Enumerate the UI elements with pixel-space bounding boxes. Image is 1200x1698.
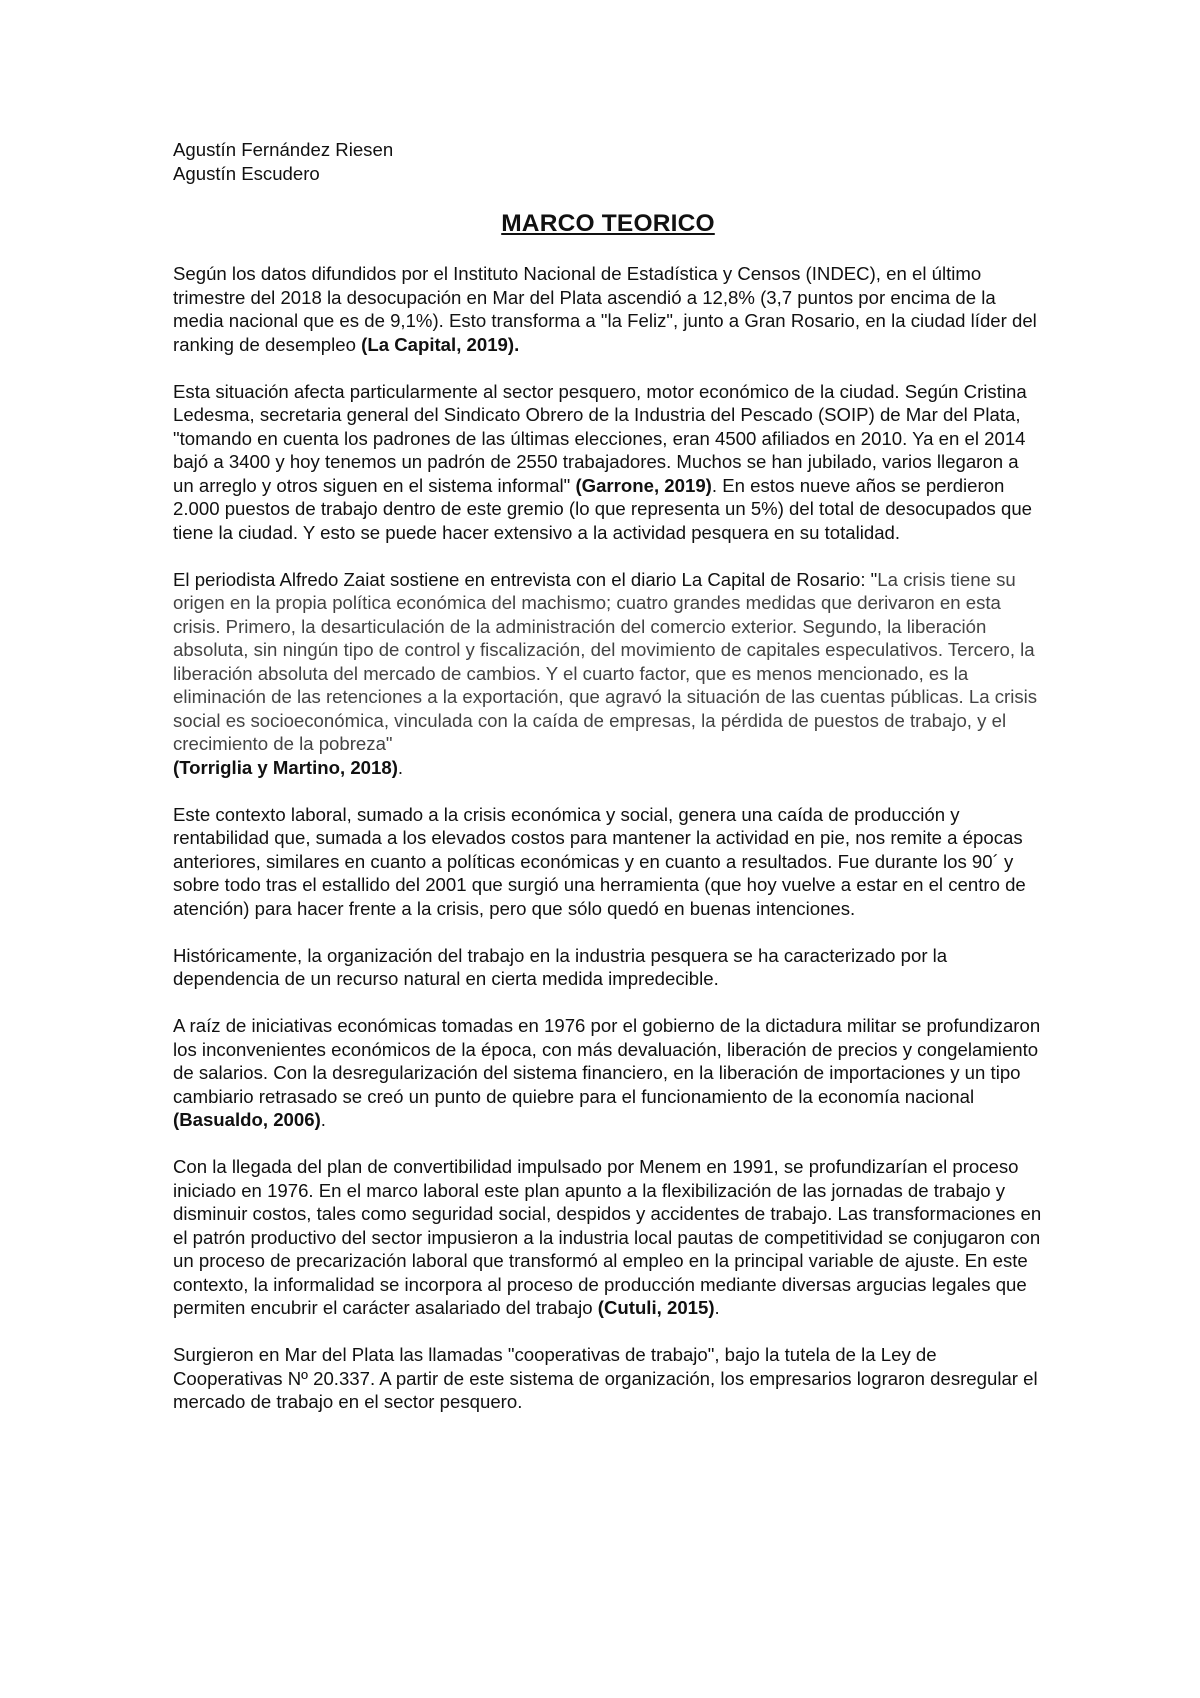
paragraph-cooperativas (173, 1343, 1043, 1414)
paragraph-indec (173, 262, 1043, 356)
citation: (Cutuli, 2015) (597, 1297, 715, 1318)
paragraph-text: Históricamente, la organización del trabajo en la industria pesquera se ha caracterizado por la dependencia de un recurso natural en cierta medida impredecible. (173, 944, 948, 989)
author-list (173, 138, 1043, 185)
paragraph-history (173, 944, 1043, 991)
citation: (Basualdo, 2006) (173, 1109, 321, 1130)
author-name: Agustín Escudero (173, 162, 320, 184)
paragraph-text: . (320, 1109, 326, 1130)
citation: (Torriglia y Martino, 2018) (173, 756, 398, 778)
paragraph-text: Con la llegada del plan de convertibilidad impulsado por Menem en 1991, se profundizarían el proceso iniciado en 1976. En el marco laboral este plan apunto a la flexibilización de las jornadas de trabajo y disminuir costos, tales como seguridad social, despidos y accidentes de trabajo. Las transformaciones en el patrón productivo del sector impusieron a la industria local pautas de competitividad se conjugaron con un proceso de precarización laboral que transformó al empleo en la principal variable de ajuste. En este contexto, la informalidad se incorpora al proceso de producción mediante diversas argucias legales que permiten encubrir el carácter asalariado del trabajo (173, 1156, 1042, 1318)
paragraph-text: . En estos nueve años se perdieron 2.000 puestos de trabajo dentro de este gremio (lo que representa un 5%) del total de desocupados que tiene la ciudad. Y esto se puede hacer extensivo a la actividad pesquera en su totalidad. (173, 474, 1032, 543)
citation: (La Capital, 2019). (361, 333, 520, 355)
paragraph-context (173, 803, 1043, 921)
paragraph-zaiat (173, 568, 1043, 780)
paragraph-soip (173, 380, 1043, 545)
document-title: MARCO TEORICO (501, 210, 715, 237)
paragraph-text: . (714, 1297, 720, 1318)
paragraph-text: Según los datos difundidos por el Instituto Nacional de Estadística y Censos (INDEC), en el último trimestre del 2018 la desocupación en Mar del Plata ascendió a 12,8% (3,7 puntos por encima de la media nacional que es de 9,1%). Esto transforma a "la Feliz", junto a Gran Rosario, en la ciudad líder del ranking de desempleo (173, 263, 1037, 355)
paragraph-1976 (173, 1014, 1043, 1132)
paragraph-text: Este contexto laboral, sumado a la crisis económica y social, genera una caída de producción y rentabilidad que, sumada a los elevados costos para mantener la actividad en pie, nos remite a épocas anteriores, similares en cuanto a políticas económicas y en cuanto a resultados. Fue durante los 90´ y sobre todo tras el estallido del 2001 que surgió una herramienta (que hoy vuelve a estar en el centro de atención) para hacer frente a la crisis, pero que sólo quedó en buenas intenciones. (173, 803, 1026, 919)
paragraph-text: Surgieron en Mar del Plata las llamadas "cooperativas de trabajo", bajo la tutela de la Ley de Cooperativas Nº 20.337. A partir de este sistema de organización, los empresarios lograron desregular el mercado de trabajo en el sector pesquero. (173, 1344, 1038, 1412)
author-name: Agustín Fernández Riesen (173, 139, 394, 160)
quoted-text: La crisis tiene su origen en la propia política económica del machismo; cuatro grandes medidas que derivaron en esta crisis. Primero, la desarticulación de la administración del comercio exterior. Segundo, la liberación absoluta, sin ningún tipo de control y fiscalización, del movimiento de capitales especulativos. Tercero, la liberación absoluta del mercado de cambios. Y el cuarto factor, que es menos mencionado, es la eliminación de las retenciones a la exportación, que agravó la situación de las cuentas públicas. La crisis social es socioeconómica, vinculada con la caída de empresas, la pérdida de puestos de trabajo, y el crecimiento de la pobreza" (173, 568, 1038, 754)
citation: (Garrone, 2019) (575, 474, 712, 496)
paragraph-text: A raíz de iniciativas económicas tomadas en 1976 por el gobierno de la dictadura militar se profundizaron los inconvenientes económicos de la época, con más devaluación, liberación de precios y congelamiento de salarios. Con la desregularización del sistema financiero, en la liberación de importaciones y un tipo cambiario retrasado se creó un punto de quiebre para el funcionamiento de la economía nacional (173, 1015, 1041, 1107)
document-page (173, 138, 1043, 1437)
paragraph-text: Esta situación afecta particularmente al sector pesquero, motor económico de la ciudad. Según Cristina Ledesma, secretaria general del Sindicato Obrero de la Industria del Pescado (SOIP) de Mar del Plata, "tomando en cuenta los padrones de las últimas elecciones, eran 4500 afiliados en 2010. Ya en el 2014 bajó a 3400 y hoy tenemos un padrón de 2550 trabajadores. Muchos se han jubilado, varios llegaron a un arreglo y otros siguen en el sistema informal" (173, 380, 1027, 496)
paragraph-convertibilidad (173, 1155, 1043, 1320)
paragraph-text: El periodista Alfredo Zaiat sostiene en entrevista con el diario La Capital de Rosario: " (173, 568, 878, 590)
paragraph-text: . (397, 756, 404, 778)
